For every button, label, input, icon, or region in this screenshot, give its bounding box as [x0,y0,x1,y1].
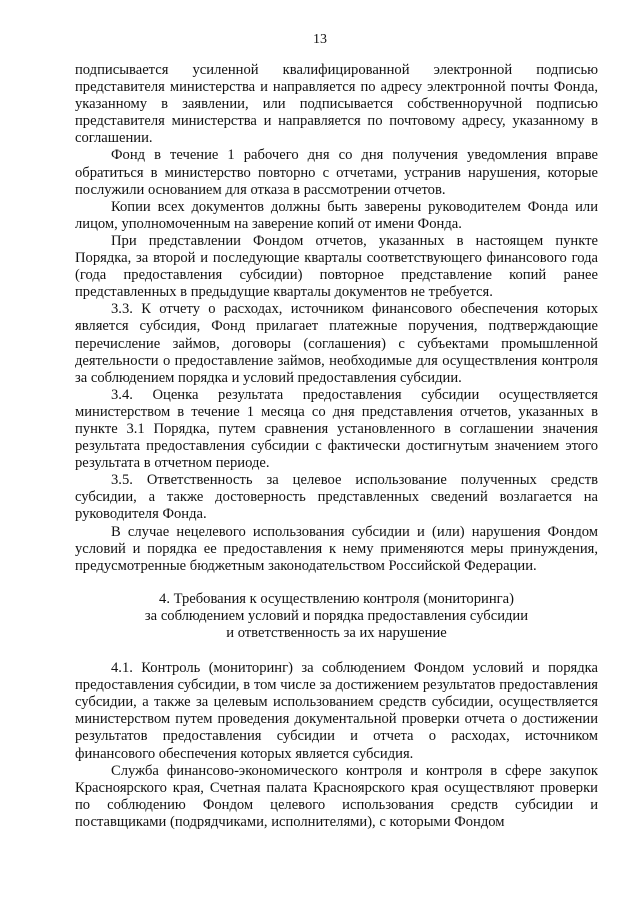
paragraph-clause-3-3: 3.3. К отчету о расходах, источником финансового обеспечения которых является субсидия, Фонд прилагает платежные поручения, подтверждающие перечисление займов, договоры (соглашения) с субъектами промышленной деятельности о предоставление займов, необходимые для осуществления контроля за соблюдением порядка и условий предоставления субсидии. [75,301,598,386]
section-4-heading [75,591,598,642]
paragraph-continuation: подписывается усиленной квалифицированной электронной подписью представителя министерства и направляется по адресу электронной почты Фонда, указанному в заявлении, или подписывается собственноручной подписью представителя министерства и направляется по почтовому адресу, указанному в соглашении. [75,62,598,147]
paragraph-control-service: Служба финансово-экономического контроля и контроля в сфере закупок Красноярского края, Счетная палата Красноярского края осуществляют проверки по соблюдению Фондом целевого использования средств субсидии и поставщиками (подрядчиками, исполнителями), с которыми Фондом [75,762,598,830]
paragraph-clause-3-5: 3.5. Ответственность за целевое использование полученных средств субсидии, а также достоверность представленных сведений возлагается на руководителя Фонда. [75,472,598,523]
page-number: 13 [313,32,327,47]
paragraph-resubmission: Фонд в течение 1 рабочего дня со дня получения уведомления вправе обратиться в министерство повторно с отчетами, устранив нарушения, которые послужили основанием для отказа в рассмотрении отчетов. [75,147,598,198]
section-heading-line-1: 4. Требования к осуществлению контроля (мониторинга) [159,590,514,607]
paragraph-misuse-measures: В случае нецелевого использования субсидии и (или) нарушения Фондом условий и порядка ее предоставления к нему применяются меры принуждения, предусмотренные бюджетным законодательством Российской Федерации. [75,523,598,574]
paragraph-copies-certification: Копии всех документов должны быть заверены руководителем Фонда или лицом, уполномоченным на заверение копий от имени Фонда. [75,198,598,232]
section-heading-line-3: и ответственность за их нарушение [226,625,447,641]
paragraph-quarterly-reports: При представлении Фондом отчетов, указанных в настоящем пункте Порядка, за второй и последующие кварталы соответствующего финансового года (года предоставления субсидии) повторное представление копий ранее представленных в предыдущие кварталы документов не требуется. [75,232,598,301]
paragraph-clause-4-1: 4.1. Контроль (мониторинг) за соблюдением Фондом условий и порядка предоставления субсидии, в том числе за достижением результатов предоставления субсидии, а также за целевым использованием средств субсидии, осуществляется министерством путем проведения документальной проверки отчета о достижении результатов предоставления субсидии и отчета о расходах, источником финансового обеспечения которых является субсидия. [75,660,598,762]
section-heading-line-2: за соблюдением условий и порядка предоставления субсидии [144,607,529,624]
paragraph-clause-3-4: 3.4. Оценка результата предоставления субсидии осуществляется министерством в течение 1 месяца со дня представления отчетов, указанных в пункте 3.1 Порядка, путем сравнения установленного в соглашении значения результата предоставления субсидии с фактически достигнутым значением этого результата в отчетном периоде. [75,386,598,472]
document-body [75,62,598,831]
